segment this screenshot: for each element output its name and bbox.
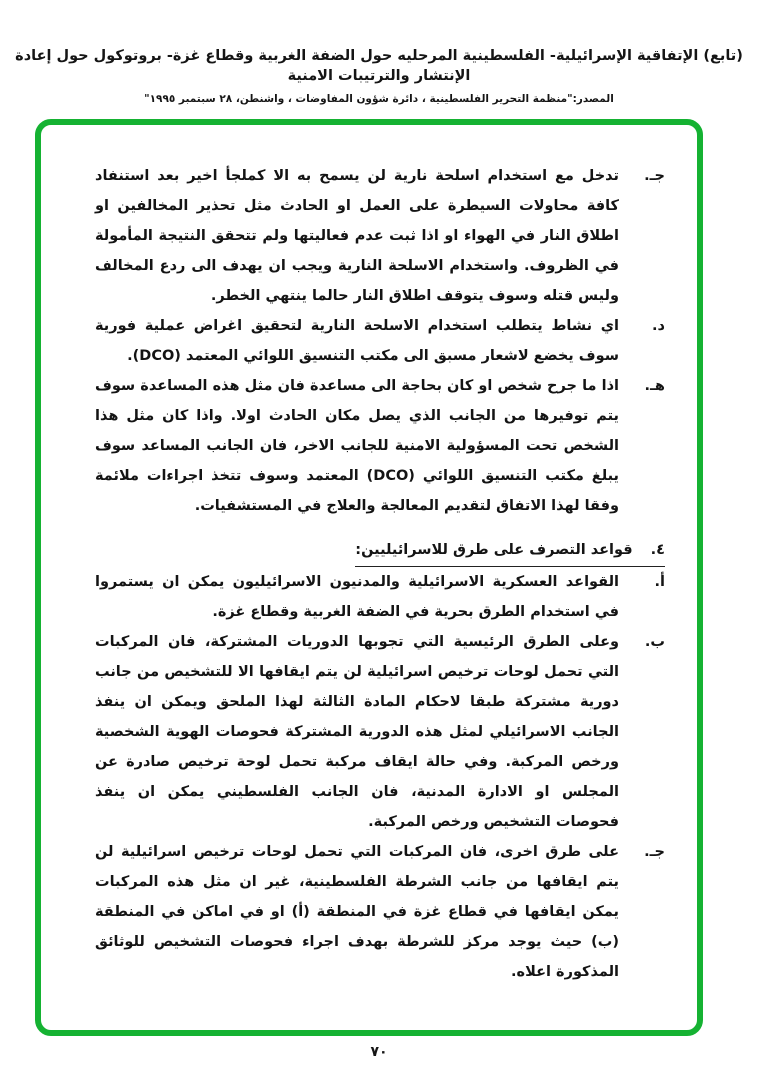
item-text: القواعد العسكرية الاسرائيلية والمدنيون الاسرائيليون يمكن ان يستمروا في استخدام الطرق بحرية في الضفة الغربية وقطاع غزة. <box>95 574 619 620</box>
item-text: تدخل مع استخدام اسلحة نارية لن يسمح به الا كملجأ اخير بعد استنفاد كافة محاولات السيطرة على العمل او الحادث مثل تحذير المخالفين او اطلاق النار في الهواء او اذا ثبت عدم فعاليتها ولم تتحقق النتيجة المأمولة في الظروف. واستخدام الاسلحة النارية ويجب ان يهدف الى ردع المخالف وليس قتله وسوف يتوقف اطلاق النار حالما ينتهي الخطر. <box>95 168 619 304</box>
list-item <box>95 161 665 311</box>
item-marker: د. <box>652 318 665 334</box>
page-number: ٧٠ <box>370 1044 388 1060</box>
list-item <box>95 371 665 521</box>
page-title: (تابع) الإتفاقية الإسرائيلية- الفلسطينية المرحليه حول الضفة الغربية وقطاع غزة- بروتوكول حول إعادة الإنتشار والترتيبات الامنية <box>15 48 743 84</box>
content-frame <box>35 119 703 1036</box>
item-text: وعلى الطرق الرئيسية التي تجوبها الدوريات المشتركة، فان المركبات التي تحمل لوحات ترخيص اسرائيلية لن يتم ايقافها الا للتشخيص من جانب دورية مشتركة طبقا لاحكام المادة الثالثة لهذا الملحق ويمكن ان ينفذ الجانب الاسرائيلي لمثل هذه الدورية المشتركة فحوصات الهوية الشخصية ورخص المركبة. وفي حالة ايقاف مركبة تحمل لوحة ترخيص صادرة عن المجلس او الادارة المدنية، فان الجانب الفلسطيني يمكن ان ينفذ فحوصات التشخيص ورخص المركبة. <box>95 634 619 830</box>
item-marker: ب. <box>644 634 665 650</box>
item-text: على طرق اخرى، فان المركبات التي تحمل لوحات ترخيص اسرائيلية لن يتم ايقافها من جانب الشرطة الفلسطينية، غير ان مثل هذه المركبات يمكن ايقافها في قطاع غزة في المنطقة (أ) او في اماكن في المنطقة (ب) حيث يوجد مركز للشرطة بهدف اجراء فحوصات التشخيص للوثائق المذكورة اعلاه. <box>95 844 619 980</box>
section-heading <box>115 535 665 567</box>
document-header <box>0 46 758 105</box>
document-body <box>41 125 697 987</box>
section-title: قواعد التصرف على طرق للاسرائيليين: <box>355 542 633 558</box>
item-marker: جـ. <box>644 844 665 860</box>
item-marker: جـ. <box>644 168 665 184</box>
list-item <box>95 837 665 987</box>
item-marker: أ. <box>654 574 665 590</box>
list-item <box>95 567 665 627</box>
item-marker: هـ. <box>644 378 665 394</box>
item-text: اذا ما جرح شخص او كان بحاجة الى مساعدة فان مثل هذه المساعدة سوف يتم توفيرها من الجانب الذي يصل مكان الحادث اولا. واذا كان مثل هذا الشخص تحت المسؤولية الامنية للجانب الاخر، فان الجانب المساعد سوف يبلغ مكتب التنسيق اللوائي (DCO) المعتمد وسوف تتخذ اجراءات ملائمة وفقا لهذا الاتفاق لتقديم المعالجة والعلاج في المستشفيات. <box>95 378 619 514</box>
section-number: ٤. <box>650 542 665 558</box>
list-item <box>95 311 665 371</box>
source-line: المصدر:"منظمة التحرير الفلسطينية ، دائرة شؤون المفاوضات ، واشنطن، ٢٨ سبتمبر ١٩٩٥" <box>144 93 614 105</box>
list-item <box>95 627 665 837</box>
section-heading-underline <box>355 535 665 567</box>
item-text: اي نشاط يتطلب استخدام الاسلحة النارية لتحقيق اغراض عملية فورية سوف يخضع لاشعار مسبق الى مكتب التنسيق اللوائي المعتمد (DCO). <box>95 318 619 364</box>
